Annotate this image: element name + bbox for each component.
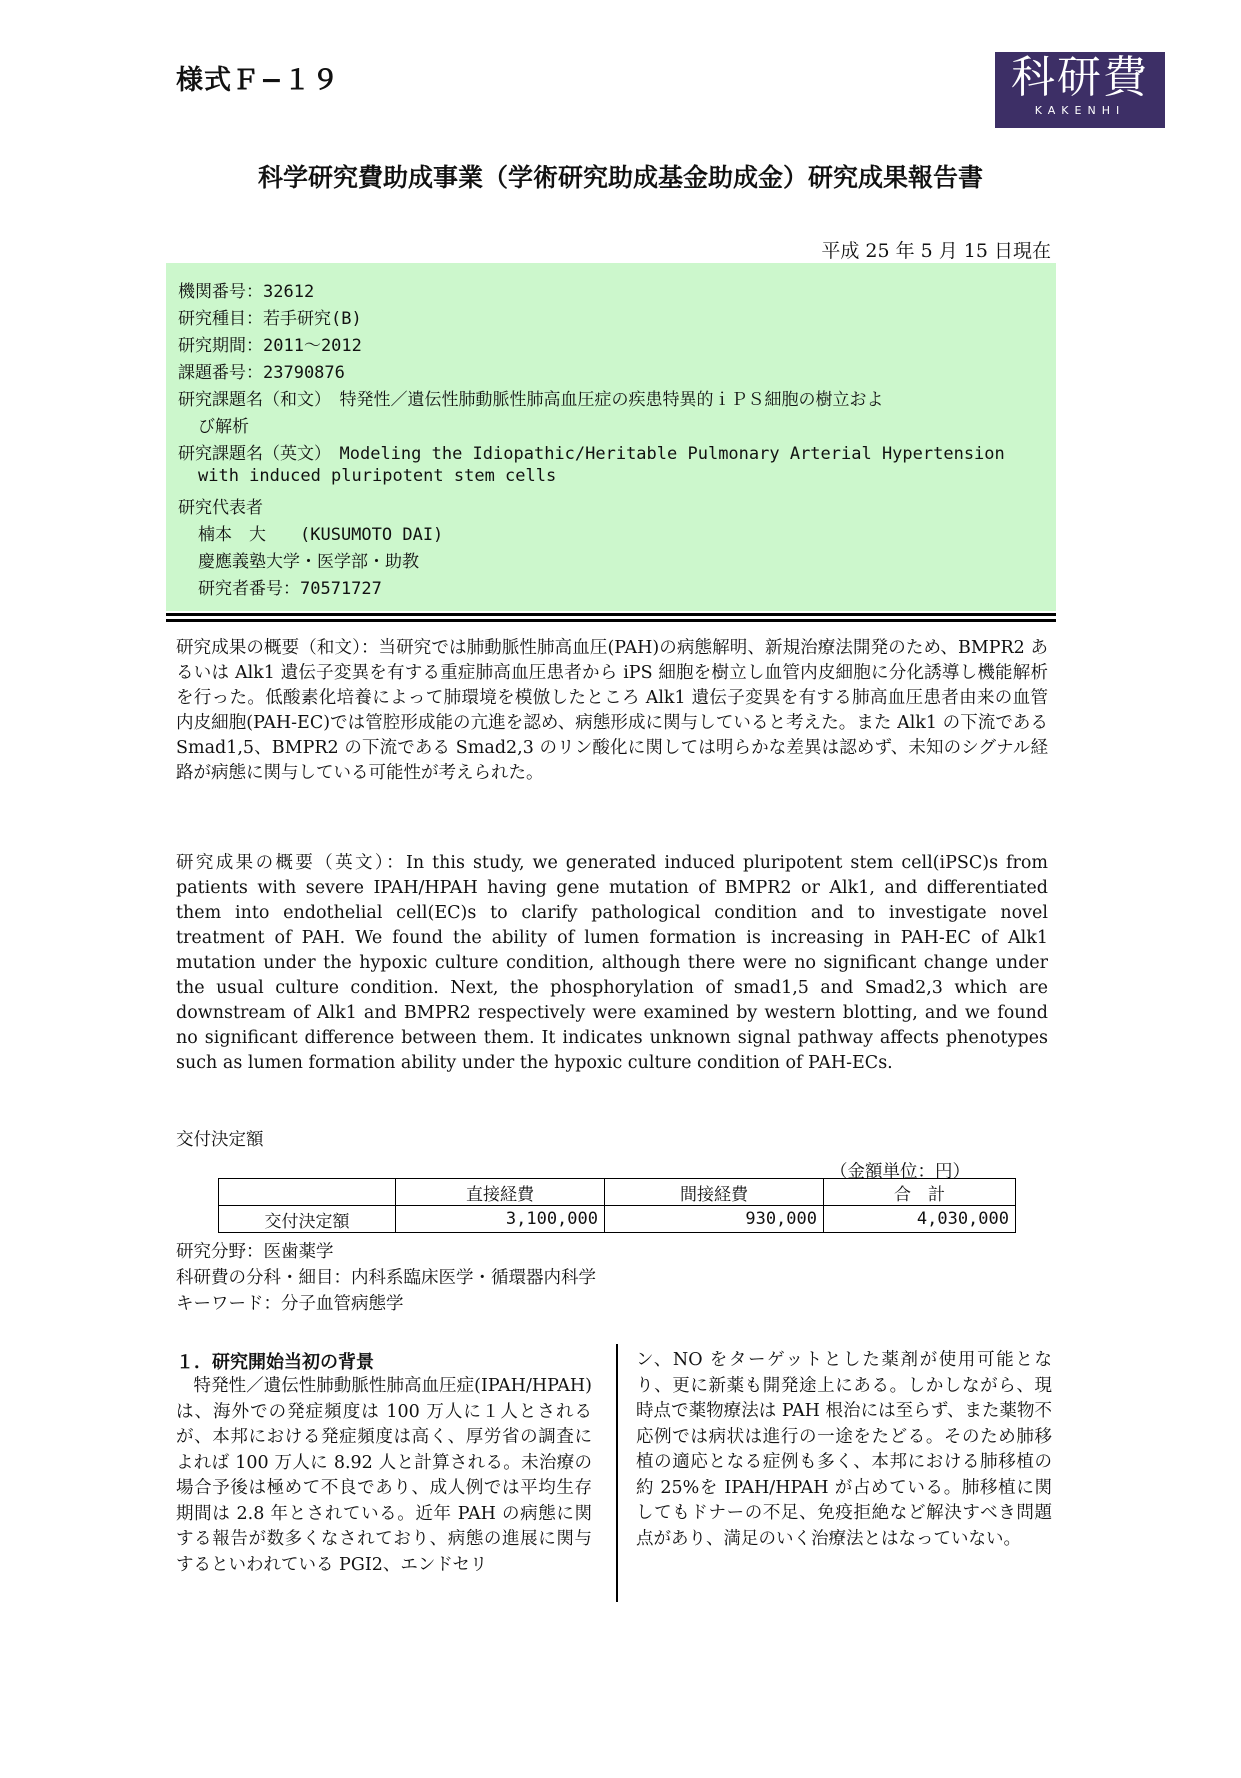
project-title-en: 研究課題名（英文） Modeling the Idiopathic/Heritable Pulmonary Arterial Hypertension	[178, 444, 1005, 464]
column-divider	[616, 1344, 618, 1602]
research-subfield: 科研費の分科・細目：内科系臨床医学・循環器内科学	[176, 1268, 596, 1288]
table-cell: 交付決定額	[219, 1206, 396, 1233]
research-field: 研究分野：医歯薬学	[176, 1242, 334, 1262]
project-number: 課題番号：23790876	[178, 363, 345, 383]
table-cell: 930,000	[605, 1206, 824, 1233]
section-title: １．研究開始当初の背景	[176, 1352, 374, 1373]
project-title-ja-cont: び解析	[198, 417, 249, 437]
grant-unit: （金額単位：円）	[830, 1162, 970, 1182]
section-text-left: 特発性／遺伝性肺動脈性肺高血圧症(IPAH/HPAH)は、海外での発症頻度は 100 万人に１人とされるが、本邦における発症頻度は高く、厚労省の調査によれば 100 万人に 8.92 人と計算される。未治療の場合予後は極めて不良であり、成人例では平均生存期間は 2.8 年とされている。近年 PAH の病態に関する報告が数多くなされており、病態の進展に関与するといわれている PGI2、エンドセリ	[176, 1376, 592, 1575]
summary-english: 研究成果の概要（英文）：In this study, we generated induced pluripotent stem cell(iPSC)s from patients with severe IPAH/HPAH having gene mutation of BMPR2 or Alk1, and differentiated them into endothelial cell(EC)s to clarify pathological condition and to investigate novel treatment of PAH. We found the ability of lumen formation is increasing in PAH-EC of Alk1 mutation under the hypoxic culture condition, although there were no significant change under the usual culture condition. Next, the phosphorylation of smad1,5 and Smad2,3 which are downstream of Alk1 and BMPR2 respectively were examined by western blotting, and we found no significant difference between them. It indicates unknown signal pathway affects phenotypes such as lumen formation ability under the hypoxic culture condition of PAH-ECs.	[176, 853, 1048, 1073]
form-number: 様式Ｆ−１９	[176, 65, 340, 96]
grant-heading: 交付決定額	[176, 1130, 264, 1150]
grant-amount-table	[218, 1178, 1016, 1233]
project-title-ja: 研究課題名（和文） 特発性／遺伝性肺動脈性肺高血圧症の疾患特異的ｉＰＳ細胞の樹立およ	[178, 390, 884, 410]
section-text-right: ン、NO をターゲットとした薬剤が使用可能となり、更に新薬も開発途上にある。しかしながら、現時点で薬物療法は PAH 根治には至らず、また薬物不応例では病状は進行の一途をたどる。そのため肺移植の適応となる症例も多く、本邦における肺移植の約 25%を IPAH/HPAH が占めている。肺移植に関してもドナーの不足、免疫拒絶など解決すべき問題点があり、満足のいく治療法とはなっていない。	[636, 1350, 1052, 1549]
research-category: 研究種目：若手研究(B)	[178, 309, 362, 329]
divider	[166, 613, 1056, 616]
representative-label: 研究代表者	[178, 498, 263, 518]
representative-affiliation: 慶應義塾大学・医学部・助教	[198, 552, 419, 572]
table-header: 合 計	[824, 1179, 1016, 1206]
research-period: 研究期間：2011～2012	[178, 336, 362, 356]
institution-number: 機関番号：32612	[178, 282, 315, 302]
kakenhi-logo	[995, 52, 1165, 128]
table-cell: 4,030,000	[824, 1206, 1016, 1233]
report-date: 平成 25 年 5 月 15 日現在	[821, 240, 1051, 262]
summary-japanese: 研究成果の概要（和文）：当研究では肺動脈性肺高血圧(PAH)の病態解明、新規治療法開発のため、BMPR2 あるいは Alk1 遺伝子変異を有する重症肺高血圧患者から iPS 細胞を樹立し血管内皮細胞に分化誘導し機能解析を行った。低酸素化培養によって肺環境を模倣したところ Alk1 遺伝子変異を有する肺高血圧患者由来の血管内皮細胞(PAH-EC)では管腔形成能の亢進を認め、病態形成に関与していると考えた。また Alk1 の下流である Smad1,5、BMPR2 の下流である Smad2,3 のリン酸化に関しては明らかな差異は認めず、未知のシグナル経路が病態に関与している可能性が考えられた。	[176, 638, 1048, 783]
table-row	[219, 1206, 1016, 1233]
representative-name: 楠本 大 (KUSUMOTO DAI)	[198, 525, 444, 545]
project-title-en-cont: with induced pluripotent stem cells	[198, 466, 557, 486]
report-title: 科学研究費助成事業（学術研究助成基金助成金）研究成果報告書	[257, 163, 983, 192]
project-info-box	[166, 263, 1056, 611]
table-cell: 3,100,000	[396, 1206, 605, 1233]
table-header: 直接経費	[396, 1179, 605, 1206]
logo-subtext: KAKENHI	[1034, 104, 1126, 117]
table-header-row	[219, 1179, 1016, 1206]
researcher-number: 研究者番号：70571727	[198, 579, 382, 599]
logo-text: 科研費	[1011, 52, 1149, 103]
keywords: キーワード：分子血管病態学	[176, 1294, 404, 1314]
table-header	[219, 1179, 396, 1206]
table-header: 間接経費	[605, 1179, 824, 1206]
divider	[166, 619, 1056, 622]
